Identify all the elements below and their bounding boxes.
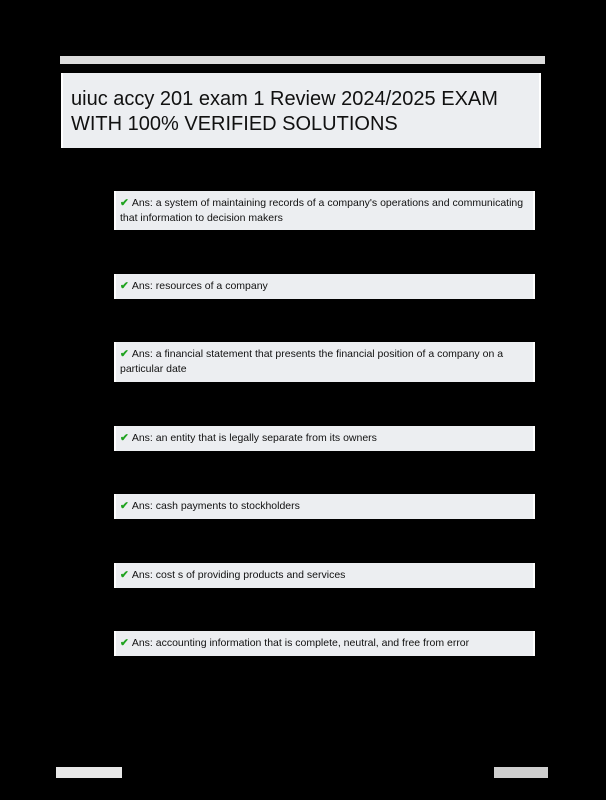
answer-text: Ans: a financial statement that presents the financial position of a company on a particular date — [120, 348, 504, 375]
footer-left-mark — [56, 767, 122, 778]
answer-box — [114, 191, 535, 230]
answer-box — [114, 342, 535, 382]
answer-box — [114, 631, 535, 656]
answer-box — [114, 563, 535, 588]
answer-box — [114, 494, 535, 519]
answer-box — [114, 426, 535, 451]
answer-text: Ans: an entity that is legally separate from its owners — [131, 432, 377, 444]
answer-text: Ans: accounting information that is complete, neutral, and free from error — [131, 637, 470, 649]
check-icon: ✔ — [120, 569, 129, 581]
answer-box — [114, 274, 535, 299]
check-icon: ✔ — [120, 280, 129, 292]
footer-page-mark — [494, 767, 548, 778]
answer-text: Ans: resources of a company — [131, 280, 268, 292]
page-title: uiuc accy 201 exam 1 Review 2024/2025 EXAM WITH 100% VERIFIED SOLUTIONS — [61, 73, 541, 148]
check-icon: ✔ — [120, 637, 129, 649]
check-icon: ✔ — [120, 500, 129, 512]
answer-text: Ans: a system of maintaining records of a company's operations and communicating that information to decision makers — [120, 197, 524, 224]
check-icon: ✔ — [120, 348, 129, 360]
header-bar — [60, 56, 545, 64]
answer-text: Ans: cost s of providing products and services — [131, 569, 346, 581]
check-icon: ✔ — [120, 432, 129, 444]
check-icon: ✔ — [120, 197, 129, 209]
answer-text: Ans: cash payments to stockholders — [131, 500, 300, 512]
